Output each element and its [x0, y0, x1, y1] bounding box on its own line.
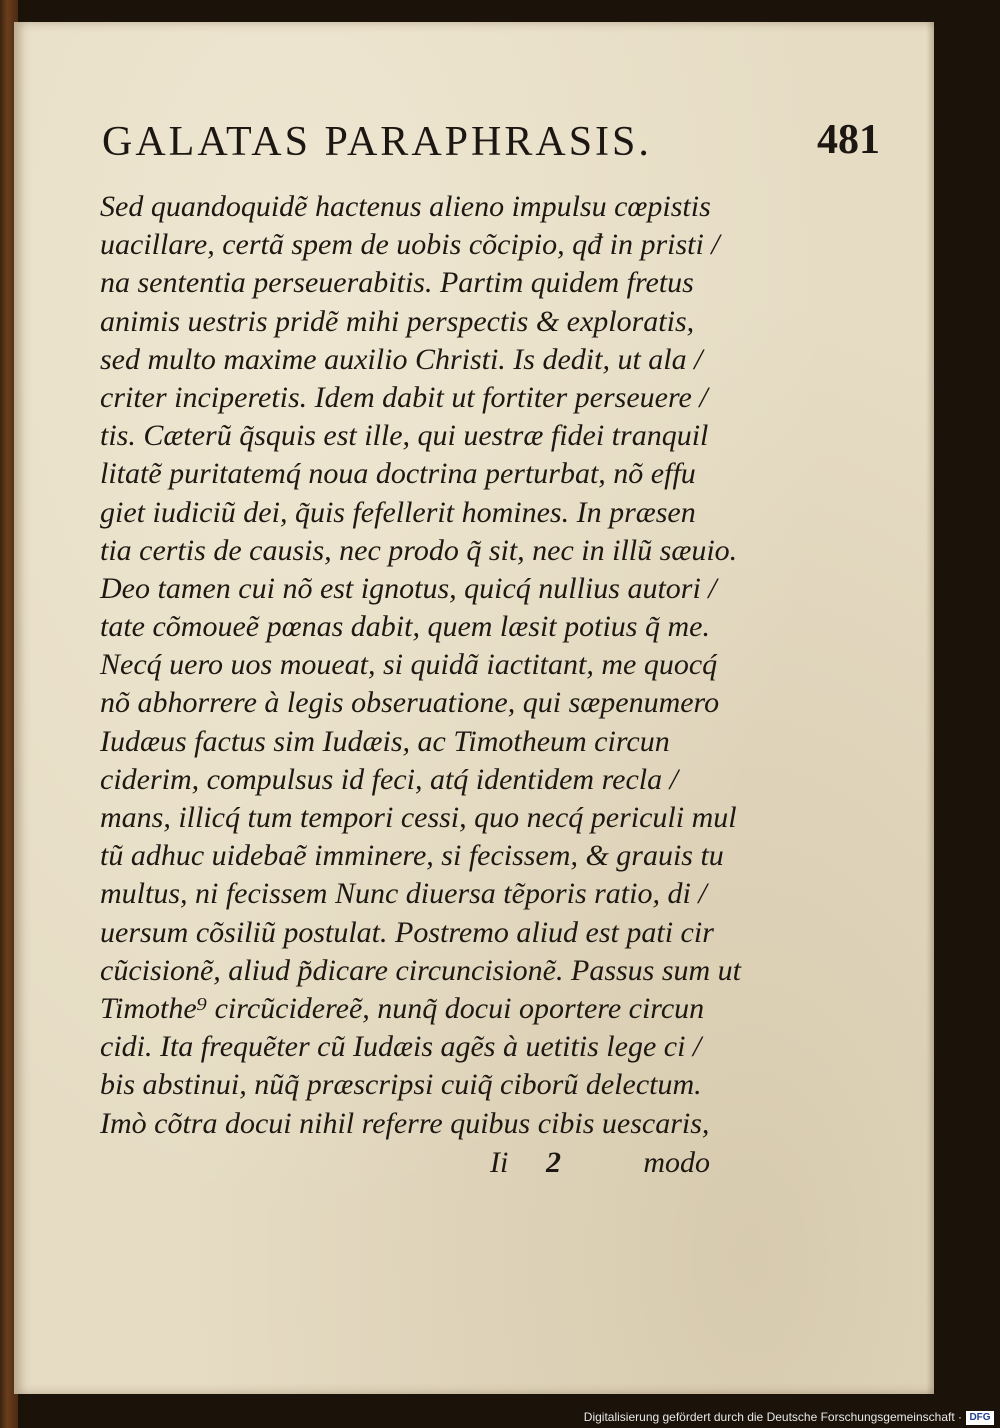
text-line: multus, ni fecissem Nunc diuersa tẽporis ratio, di /: [100, 877, 707, 911]
folio-number: 481: [817, 117, 880, 163]
text-line: tia certis de causis, nec prodo q̃ sit, nec in illũ sæuio.: [100, 533, 738, 567]
text-line: tate cõmoueẽ pœnas dabit, quem læsit potius q̃ me.: [100, 610, 710, 644]
text-line: Imò cõtra docui nihil referre quibus cibis uescaris,: [100, 1106, 710, 1140]
text-line: sed multo maxime auxilio Christi. Is dedit, ut ala /: [100, 342, 703, 376]
text-line: ciderim, compulsus id feci, atq́ identidem recla /: [100, 762, 678, 796]
text-line: mans, illicq́ tum tempori cessi, quo necq́ periculi mul: [100, 801, 737, 834]
signature-number: 2: [546, 1146, 561, 1179]
text-line: nõ abhorrere à legis obseruatione, qui sæpenumero: [100, 686, 720, 720]
text-line: cidi. Ita frequẽter cũ Iudæis agẽs à uetitis lege ci /: [100, 1030, 702, 1064]
text-line: litatẽ puritatemq́ noua doctrina perturbat, nõ effu: [100, 457, 696, 491]
text-line: cũcisionẽ, aliud p̃dicare circuncisionẽ. Passus sum ut: [100, 953, 742, 987]
text-line: Timothe⁹ circũcidereẽ, nunq̃ docui oportere circun: [100, 991, 705, 1025]
text-line: Sed quandoquidẽ hactenus alieno impulsu cœpistis: [100, 190, 711, 223]
digitization-credit: Digitalisierung gefördert durch die Deutsche Forschungsgemeinschaft ·: [583, 1410, 962, 1424]
text-line: Necq́ uero uos moueat, si quidã iactitant, me quocq́: [100, 648, 718, 682]
text-line: na sententia perseuerabitis. Partim quidem fretus: [100, 266, 694, 300]
text-line: tis. Cæterũ q̃squis est ille, qui uestræ fidei tranquil: [100, 419, 709, 453]
text-line: Iudæus factus sim Iudæis, ac Timotheum circun: [100, 724, 670, 758]
text-line: uacillare, certã spem de uobis cõcipio, qđ in pristi /: [100, 228, 720, 262]
body-text: [100, 188, 740, 1143]
text-line: bis abstinui, nũq̃ præscripsi cuiq̃ ciborũ delectum.: [100, 1068, 702, 1102]
catchline: [100, 1146, 720, 1188]
text-line: animis uestris pridẽ mihi perspectis & exploratis,: [100, 304, 695, 338]
page-header: [102, 118, 892, 188]
page-edge-shadow: [926, 22, 934, 1394]
signature-mark: Ii: [490, 1146, 509, 1179]
text-line: giet iudiciũ dei, q̃uis fefellerit homines. In præsen: [100, 495, 696, 529]
catchword: modo: [643, 1146, 710, 1179]
dfg-logo: DFG: [966, 1411, 994, 1425]
text-line: criter inciperetis. Idem dabit ut fortiter perseuere /: [100, 380, 708, 414]
text-line: tũ adhuc uidebaẽ imminere, si fecissem, & grauis tu: [100, 839, 724, 873]
text-line: Deo tamen cui nõ est ignotus, quicq́ nullius autori /: [100, 571, 717, 605]
text-line: uersum cõsiliũ postulat. Postremo aliud est pati cir: [100, 915, 714, 949]
running-head: GALATAS PARAPHRASIS.: [102, 119, 652, 165]
